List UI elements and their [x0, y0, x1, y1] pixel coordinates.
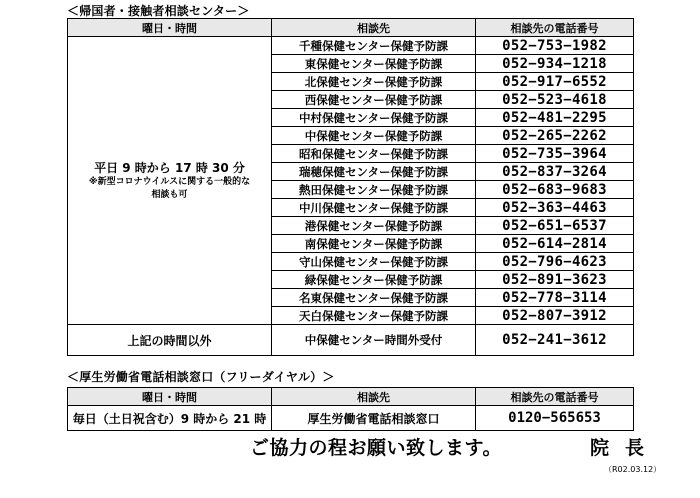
- center-name: 中村保健センター保健予防課: [272, 109, 476, 127]
- center-name: 中保健センター保健予防課: [272, 127, 476, 145]
- center-phone: 052−891−3623: [476, 271, 634, 289]
- table-row: [68, 406, 634, 431]
- header-phone: 相談先の電話番号: [476, 19, 634, 37]
- center-name: 熱田保健センター保健予防課: [272, 181, 476, 199]
- center-name: 緑保健センター保健予防課: [272, 271, 476, 289]
- center-name: 天白保健センター保健予防課: [272, 307, 476, 325]
- center-name: 港保健センター保健予防課: [272, 217, 476, 235]
- center-phone: 052−651−6537: [476, 217, 634, 235]
- center-name: 昭和保健センター保健予防課: [272, 145, 476, 163]
- hours-note-line1: ※新型コロナウイルスに関する一般的な: [88, 176, 251, 187]
- date-code: （R02.03.12）: [604, 465, 662, 474]
- weekday-hours-text: 平日 9 時から 17 時 30 分: [94, 160, 245, 175]
- center-phone: 052−778−3114: [476, 289, 634, 307]
- center-phone: 052−807−3912: [476, 307, 634, 325]
- center-name: 東保健センター保健予防課: [272, 55, 476, 73]
- header-phone: 相談先の電話番号: [476, 388, 634, 406]
- weekday-hours-cell: [68, 37, 272, 325]
- center-phone: 052−481−2295: [476, 109, 634, 127]
- after-hours-row: [68, 325, 634, 356]
- center-phone: 052−265−2262: [476, 127, 634, 145]
- center-phone: 052−917−6552: [476, 73, 634, 91]
- section-title-mhlw-hotline: ＜厚生労働省電話相談窓口（フリーダイヤル）＞: [67, 370, 335, 384]
- center-name: 守山保健センター保健予防課: [272, 253, 476, 271]
- center-phone: 052−735−3964: [476, 145, 634, 163]
- center-phone: 052−614−2814: [476, 235, 634, 253]
- table-row: [68, 37, 634, 55]
- center-name: 中川保健センター保健予防課: [272, 199, 476, 217]
- hotline-phone: 0120−565653: [476, 406, 634, 431]
- consultation-center-table: [67, 18, 634, 356]
- table-header-row: [68, 19, 634, 37]
- after-hours-label: 上記の時間以外: [68, 325, 272, 356]
- signature: 院長: [590, 437, 661, 459]
- hotline-center: 厚生労働省電話相談窓口: [272, 406, 476, 431]
- center-name: 北保健センター保健予防課: [272, 73, 476, 91]
- section-title-consultation-center: ＜帰国者・接触者相談センター＞: [67, 4, 250, 18]
- center-phone: 052−363−4463: [476, 199, 634, 217]
- header-hours: 曜日・時間: [68, 388, 272, 406]
- after-hours-phone: 052−241−3612: [476, 325, 634, 356]
- center-name: 千種保健センター保健予防課: [272, 37, 476, 55]
- after-hours-center: 中保健センター時間外受付: [272, 325, 476, 356]
- center-name: 西保健センター保健予防課: [272, 91, 476, 109]
- table-header-row: [68, 388, 634, 406]
- center-name: 瑞穂保健センター保健予防課: [272, 163, 476, 181]
- center-phone: 052−753−1982: [476, 37, 634, 55]
- header-center: 相談先: [272, 19, 476, 37]
- center-phone: 052−837−3264: [476, 163, 634, 181]
- center-name: 南保健センター保健予防課: [272, 235, 476, 253]
- hotline-hours: 毎日（土日祝含む）9 時から 21 時: [68, 406, 272, 431]
- header-center: 相談先: [272, 388, 476, 406]
- center-name: 名東保健センター保健予防課: [272, 289, 476, 307]
- center-phone: 052−934−1218: [476, 55, 634, 73]
- closing-message: ご協力の程お願い致します。: [250, 437, 502, 459]
- hours-note-line2: 相談も可: [151, 189, 188, 200]
- header-hours: 曜日・時間: [68, 19, 272, 37]
- mhlw-hotline-table: [67, 387, 634, 431]
- center-phone: 052−683−9683: [476, 181, 634, 199]
- center-phone: 052−796−4623: [476, 253, 634, 271]
- center-phone: 052−523−4618: [476, 91, 634, 109]
